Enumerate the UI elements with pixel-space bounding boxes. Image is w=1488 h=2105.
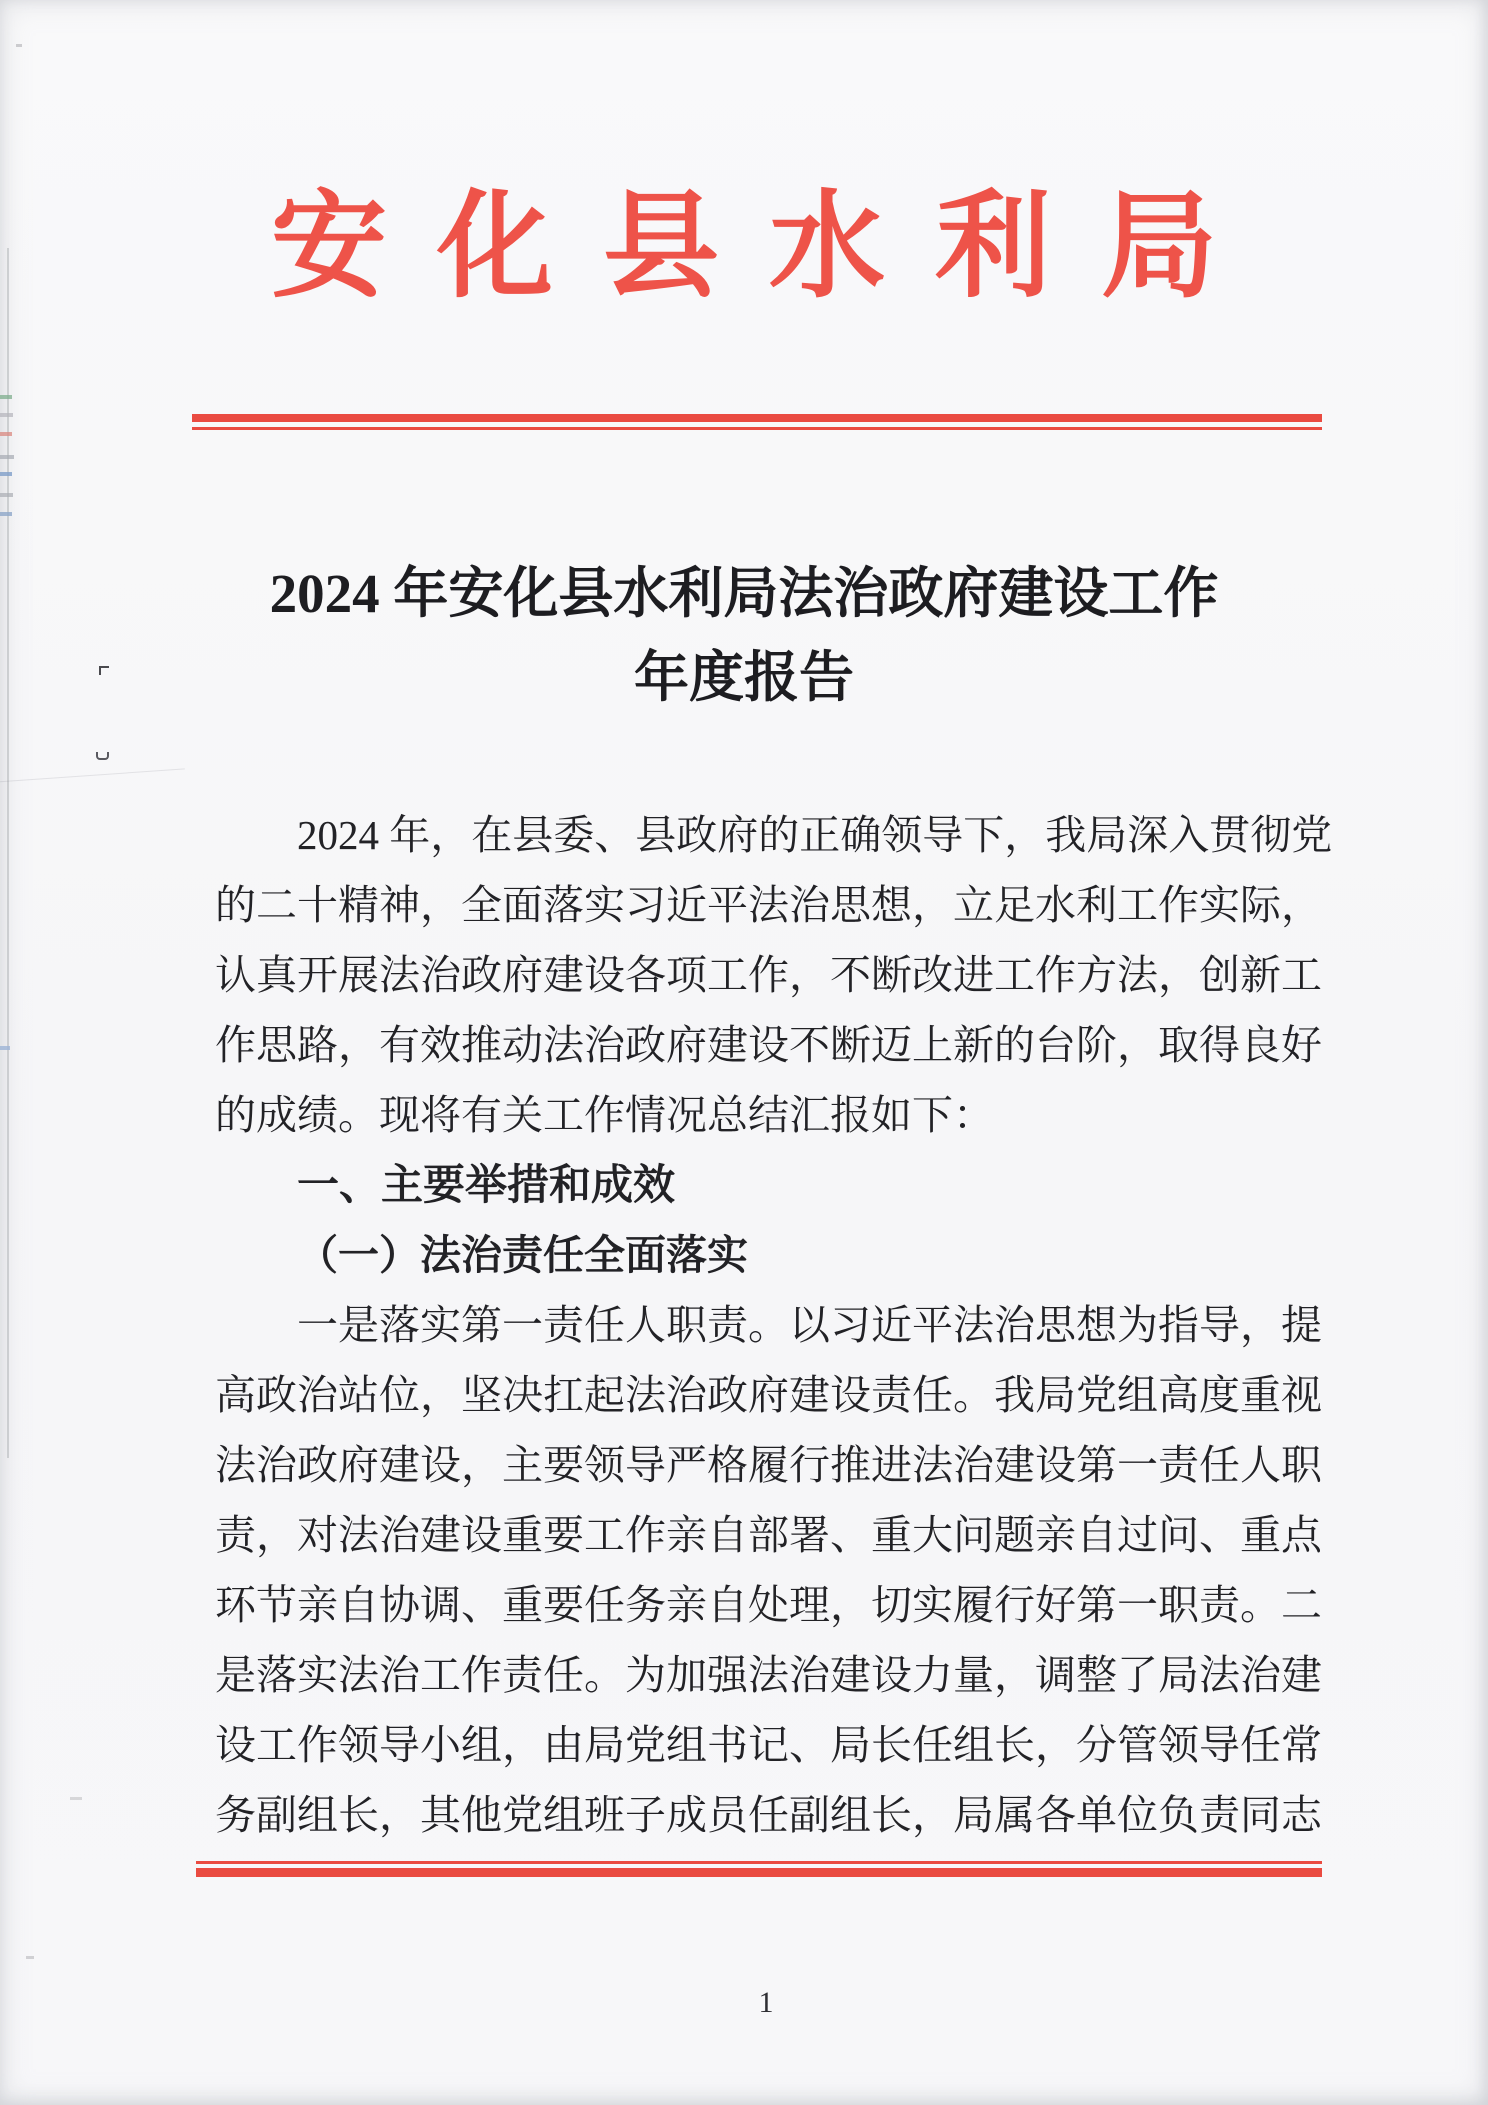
body-line: 的成绩。现将有关工作情况总结汇报如下： bbox=[215, 1092, 994, 1138]
scan-artifact bbox=[0, 413, 13, 417]
document-title-line1: 2024 年安化县水利局法治政府建设工作 bbox=[269, 563, 1219, 624]
scan-artifact bbox=[0, 512, 12, 516]
scan-artifact bbox=[0, 395, 12, 399]
page-number: 1 bbox=[758, 1986, 774, 2019]
body-line: 设工作领导小组，由局党组书记、局长任组长，分管领导任常 bbox=[215, 1722, 1322, 1768]
scan-edge-line bbox=[7, 248, 9, 1458]
body-line: 一是落实第一责任人职责。以习近平法治思想为指导，提 bbox=[297, 1302, 1322, 1348]
letterhead-rule-thin bbox=[192, 427, 1322, 430]
body-line: 的二十精神，全面落实习近平法治思想，立足水利工作实际， bbox=[215, 882, 1322, 928]
footer-rule-thin bbox=[196, 1861, 1322, 1864]
scan-artifact bbox=[0, 493, 13, 497]
subsection-heading: （一）法治责任全面落实 bbox=[297, 1232, 748, 1278]
scan-artifact bbox=[0, 455, 14, 459]
scan-artifact bbox=[0, 472, 12, 476]
document-body bbox=[215, 800, 1333, 1850]
body-line: 环节亲自协调、重要任务亲自处理，切实履行好第一职责。二 bbox=[215, 1582, 1322, 1628]
scan-artifact bbox=[70, 1797, 82, 1800]
document-title bbox=[0, 552, 1488, 720]
body-line: 是落实法治工作责任。为加强法治建设力量，调整了局法治建 bbox=[215, 1652, 1322, 1698]
body-line: 务副组长，其他党组班子成员任副组长，局属各单位负责同志 bbox=[215, 1792, 1322, 1838]
body-line: 责，对法治建设重要工作亲自部署、重大问题亲自过问、重点 bbox=[215, 1512, 1322, 1558]
body-line: 高政治站位，坚决扛起法治政府建设责任。我局党组高度重视 bbox=[215, 1372, 1322, 1418]
scan-artifact bbox=[26, 1956, 34, 1959]
scan-artifact bbox=[0, 432, 12, 436]
footer-rule-thick bbox=[196, 1868, 1322, 1877]
body-line: 作思路，有效推动法治政府建设不断迈上新的台阶，取得良好 bbox=[215, 1022, 1322, 1068]
body-line: 法治政府建设，主要领导严格履行推进法治建设第一责任人职 bbox=[215, 1442, 1322, 1488]
section-heading: 一、主要举措和成效 bbox=[297, 1161, 676, 1208]
letterhead-rule-thick bbox=[192, 414, 1322, 422]
scan-artifact bbox=[0, 1046, 10, 1050]
scan-artifact bbox=[16, 44, 22, 47]
scan-artifact bbox=[96, 752, 109, 760]
document-title-line2: 年度报告 bbox=[633, 647, 854, 708]
agency-letterhead-title: 安化县水利局 bbox=[271, 184, 1267, 312]
body-line: 认真开展法治政府建设各项工作，不断改进工作方法，创新工 bbox=[215, 952, 1322, 998]
scan-crease bbox=[0, 768, 185, 782]
body-line: 2024 年，在县委、县政府的正确领导下，我局深入贯彻党 bbox=[297, 812, 1333, 858]
